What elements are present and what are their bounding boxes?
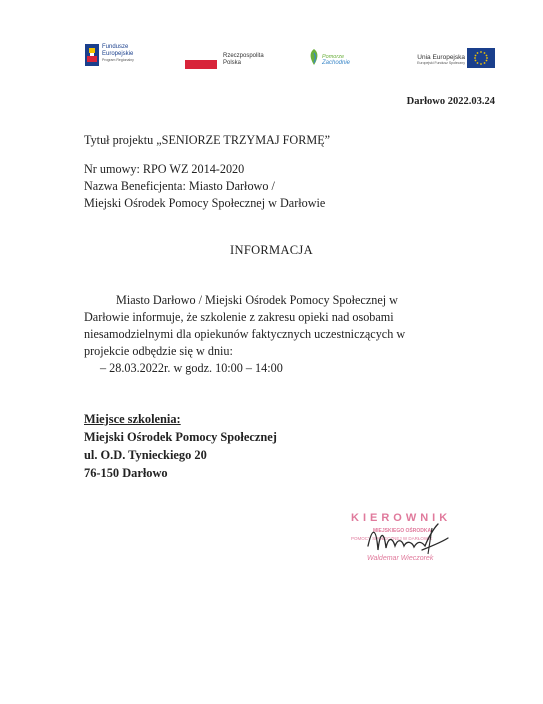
document-date: Darłowo 2022.03.24 — [406, 96, 495, 107]
rp-line1: Rzeczpospolita — [223, 53, 264, 59]
ue-line2: Europejski Fundusz Społeczny — [417, 61, 465, 65]
document-heading: INFORMACJA — [230, 243, 313, 257]
location-name: Miejski Ośrodek Pomocy Społecznej — [84, 430, 277, 444]
training-date-item: – 28.03.2022r. w godz. 10:00 – 14:00 — [100, 361, 283, 375]
polish-flag-icon — [185, 60, 217, 69]
ue-line1: Unia Europejska — [417, 54, 465, 61]
fe-line3: Program Regionalny — [102, 58, 134, 62]
fe-star-icon — [85, 44, 99, 66]
location-city: 76-150 Darłowo — [84, 466, 168, 480]
stamp-name: Waldemar Wieczorek — [367, 555, 434, 562]
project-title: Tytuł projektu „SENIORZE TRZYMAJ FORMĘ” — [84, 133, 331, 147]
eu-flag-icon — [467, 48, 495, 68]
pz-leaf-icon — [307, 48, 321, 66]
beneficiary-line1: Nazwa Beneficjenta: Miasto Darłowo / — [84, 179, 275, 193]
contract-number: Nr umowy: RPO WZ 2014-2020 — [84, 162, 245, 176]
paragraph-line: projekcie odbędzie się w dniu: — [84, 344, 233, 358]
location-label: Miejsce szkolenia: — [84, 412, 181, 426]
project-meta — [84, 161, 325, 212]
rp-line2: Polska — [223, 60, 242, 66]
information-paragraph — [84, 292, 464, 377]
stamp-line2: MIEJSKIEGO OŚRODKA — [373, 528, 432, 534]
logo-bar — [85, 42, 495, 78]
stamp-line3: POMOCY SPOŁECZNEJ W DARŁOWIE — [351, 536, 433, 541]
handwritten-signature — [362, 520, 452, 560]
pz-line2: Zachodnie — [322, 60, 351, 66]
pz-line1: Pomorze — [322, 54, 345, 60]
fe-line2: Europejskie — [102, 51, 134, 57]
paragraph-line: niesamodzielnymi dla opiekunów faktycznych uczestniczących w — [84, 327, 406, 341]
fe-line1: Fundusze — [102, 44, 129, 50]
stamp-title: KIEROWNIK — [351, 512, 452, 524]
location-street: ul. O.D. Tynieckiego 20 — [84, 448, 207, 462]
paragraph-line: Darłowie informuje, że szkolenie z zakresu opieki nad osobami — [84, 310, 394, 324]
beneficiary-line2: Miejski Ośrodek Pomocy Społecznej w Darłowie — [84, 196, 326, 210]
training-location — [84, 410, 277, 482]
paragraph-line: Miasto Darłowo / Miejski Ośrodek Pomocy Społecznej w — [116, 293, 398, 307]
